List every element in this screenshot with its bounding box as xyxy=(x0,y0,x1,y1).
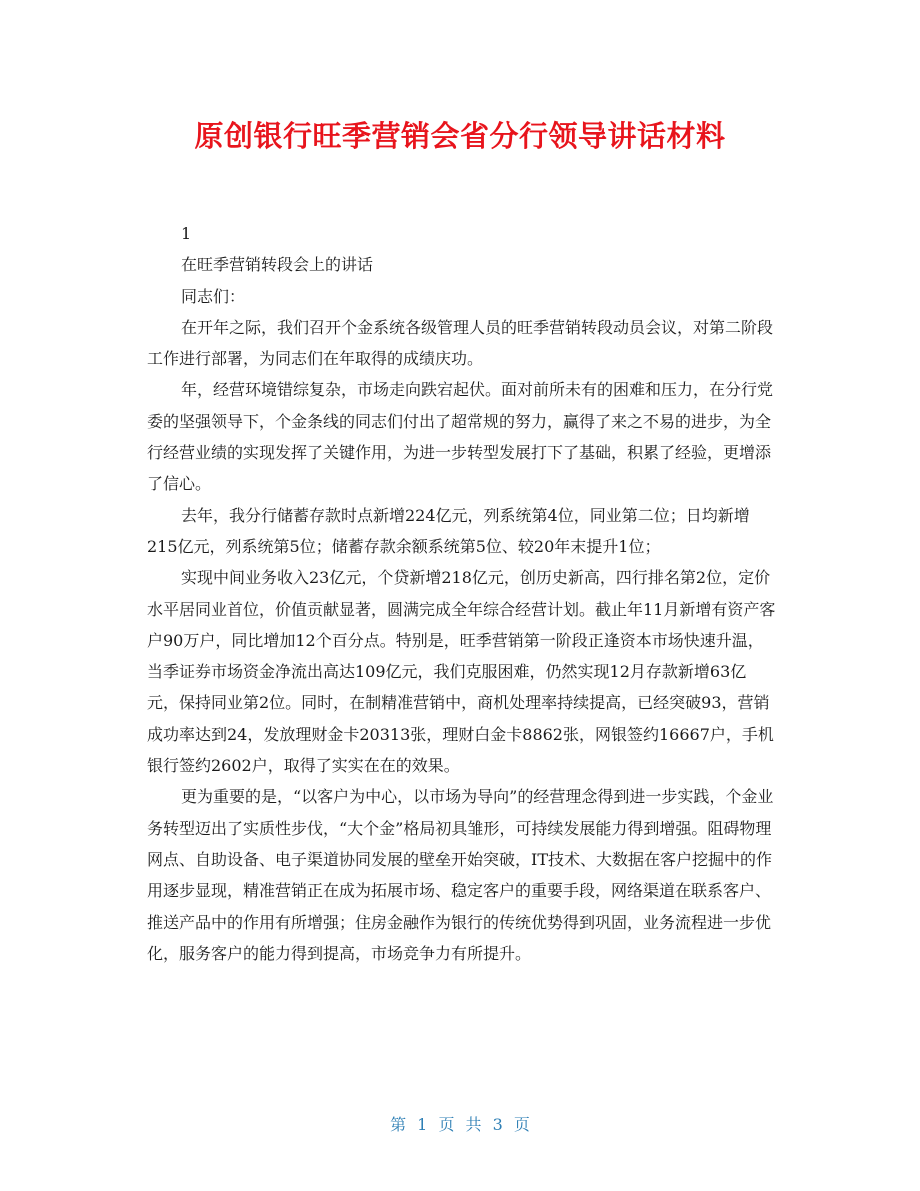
page-number-footer: 第 1 页 共 3 页 xyxy=(390,1115,530,1134)
salutation: 同志们： xyxy=(181,286,246,306)
paragraph: 在开年之际，我们召开个金系统各级管理人员的旺季营销转段动员会议，对第二阶段工作进行部署，为同志们在年取得的成绩庆功。 xyxy=(147,317,774,369)
paragraph: 更为重要的是，“以客户为中心，以市场为导向”的经营理念得到进一步实践，个金业务转型迈出了实质性步伐，“大个金”格局初具雏形，可持续发展能力得到增强。阻碍物理网点、自助设备、电子渠道协同发展的壁垒开始突破，IT技术、大数据在客户挖掘中的作用逐步显现，精准营销正在成为拓展市场、稳定客户的重要手段，网络渠道在联系客户、推送产品中的作用有所增强；住房金融作为银行的传统优势得到巩固，业务流程进一步优化，服务客户的能力得到提高，市场竞争力有所提升。 xyxy=(147,787,774,963)
section-number: 1 xyxy=(181,224,192,243)
paragraph: 去年，我分行储蓄存款时点新增224亿元，列系统第4位，同业第二位；日均新增215亿元，列系统第5位；储蓄存款余额系统第5位、较20年末提升1位； xyxy=(147,505,750,556)
document-title: 原创银行旺季营销会省分行领导讲话材料 xyxy=(194,119,726,153)
document-body xyxy=(147,218,777,969)
paragraph: 实现中间业务收入23亿元，个贷新增218亿元，创历史新高，四行排名第2位，定价水平居同业首位，价值贡献显著，圆满完成全年综合经营计划。截止年11月新增有资产客户90万户，同比增加12个百分点。特别是，旺季营销第一阶段正逢资本市场快速升温，当季证券市场资金净流出高达109亿元，我们克服困难，仍然实现12月存款新增63亿元，保持同业第2位。同时，在制精准营销中，商机处理率持续提高，已经突破93，营销成功率达到24，发放理财金卡20313张，理财白金卡8862张，网银签约16667户，手机银行签约2602户，取得了实实在在的效果。 xyxy=(147,568,776,776)
speech-heading: 在旺季营销转段会上的讲话 xyxy=(181,255,374,275)
paragraph: 年，经营环境错综复杂，市场走向跌宕起伏。面对前所未有的困难和压力，在分行党委的坚强领导下，个金条线的同志们付出了超常规的努力，赢得了来之不易的进步，为全行经营业绩的实现发挥了关键作用，为进一步转型发展打下了基础，积累了经验，更增添了信心。 xyxy=(147,380,774,494)
